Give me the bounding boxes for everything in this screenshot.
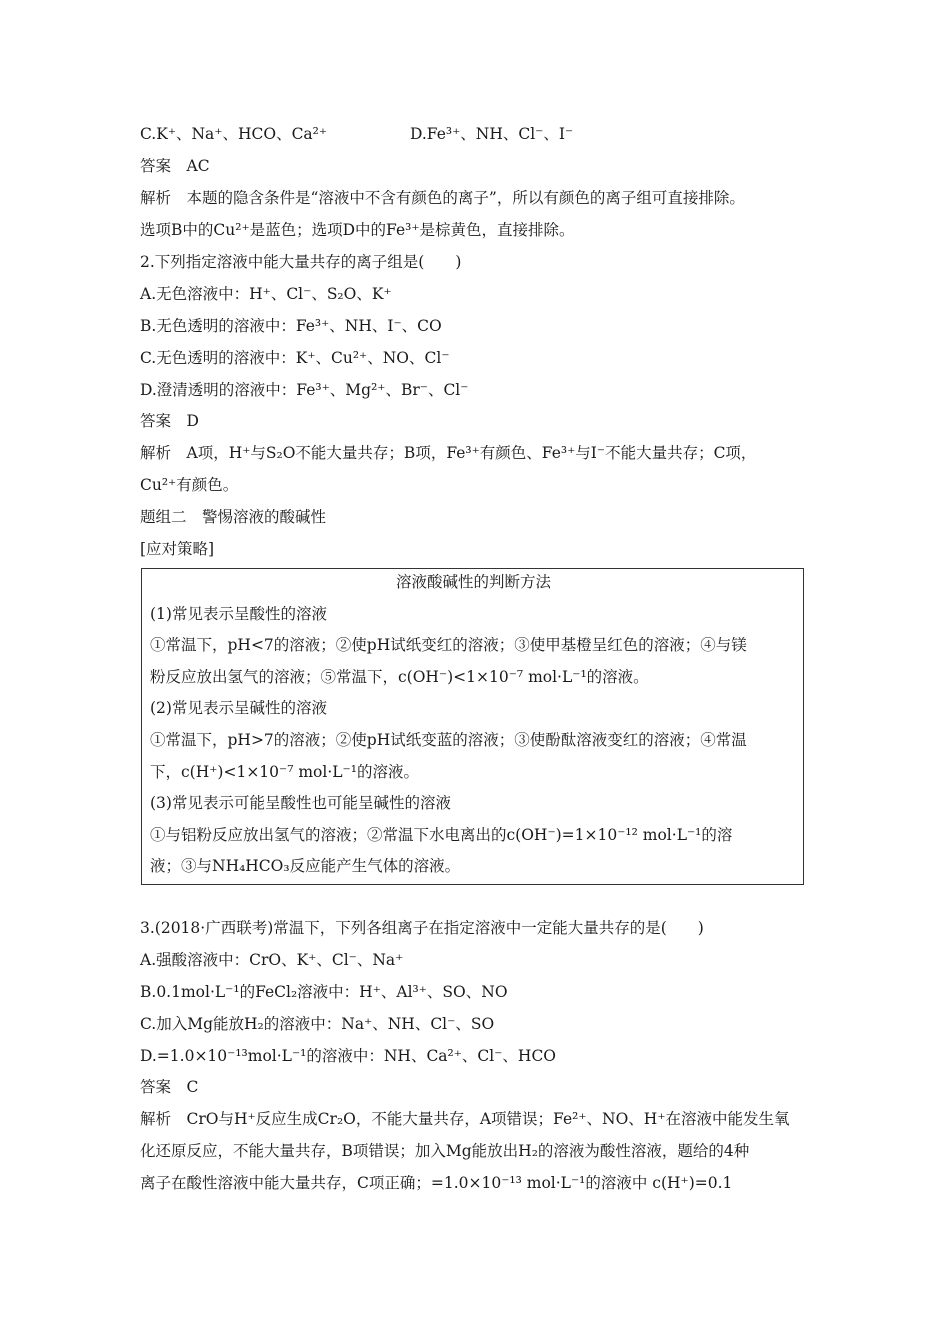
q1-option-c: C.K⁺、Na⁺、HCO、Ca²⁺	[140, 125, 328, 143]
q2-option-b: B.无色透明的溶液中：Fe³⁺、NH、I⁻、CO	[140, 317, 442, 335]
q2-answer: 答案 D	[140, 412, 199, 430]
q1-option-d: D.Fe³⁺、NH、Cl⁻、I⁻	[410, 125, 574, 143]
either-line2: 液；③与NH₄HCO₃反应能产生气体的溶液。	[150, 857, 461, 875]
q3-option-c: C.加入Mg能放H₂的溶液中：Na⁺、NH、Cl⁻、SO	[140, 1015, 495, 1033]
either-heading: (3)常见表示可能呈酸性也可能呈碱性的溶液	[150, 794, 451, 812]
method-box	[141, 568, 804, 885]
q3-option-b: B.0.1mol·L⁻¹的FeCl₂溶液中：H⁺、Al³⁺、SO、NO	[140, 983, 508, 1001]
basic-line2: 下，c(H⁺)<1×10⁻⁷ mol·L⁻¹的溶液。	[150, 763, 419, 781]
q2-option-d: D.澄清透明的溶液中：Fe³⁺、Mg²⁺、Br⁻、Cl⁻	[140, 381, 469, 399]
q1-explanation-line2: 选项B中的Cu²⁺是蓝色；选项D中的Fe³⁺是棕黄色，直接排除。	[140, 221, 575, 239]
acidic-line1: ①常温下，pH<7的溶液；②使pH试纸变红的溶液；③使甲基橙呈红色的溶液；④与镁	[150, 636, 747, 654]
q1-answer: 答案 AC	[140, 157, 210, 175]
q3-option-d: D.=1.0×10⁻¹³mol·L⁻¹的溶液中：NH、Ca²⁺、Cl⁻、HCO	[140, 1047, 557, 1065]
q2-option-c: C.无色透明的溶液中：K⁺、Cu²⁺、NO、Cl⁻	[140, 349, 450, 367]
q3-explanation-line2: 化还原反应，不能大量共存，B项错误；加入Mg能放出H₂的溶液为酸性溶液，题给的4种	[140, 1142, 750, 1160]
q3-option-a: A.强酸溶液中：CrO、K⁺、Cl⁻、Na⁺	[140, 951, 404, 969]
q2-explanation-line2: Cu²⁺有颜色。	[140, 476, 239, 494]
basic-heading: (2)常见表示呈碱性的溶液	[150, 699, 327, 717]
q2-stem: 2.下列指定溶液中能大量共存的离子组是( )	[140, 253, 462, 271]
strategy-label: [应对策略]	[140, 540, 215, 558]
q3-explanation-line3: 离子在酸性溶液中能大量共存，C项正确；=1.0×10⁻¹³ mol·L⁻¹的溶液中 c(H⁺)=0.1	[140, 1174, 733, 1192]
acidic-heading: (1)常见表示呈酸性的溶液	[150, 605, 327, 623]
q2-explanation-line1: 解析 A项，H⁺与S₂O不能大量共存；B项，Fe³⁺有颜色、Fe³⁺与I⁻不能大量共存；C项，	[140, 444, 757, 462]
q3-explanation-line1: 解析 CrO与H⁺反应生成Cr₂O，不能大量共存，A项错误；Fe²⁺、NO、H⁺在溶液中能发生氧	[140, 1110, 790, 1128]
either-line1: ①与铝粉反应放出氢气的溶液；②常温下水电离出的c(OH⁻)=1×10⁻¹² mol·L⁻¹的溶	[150, 826, 733, 844]
q3-answer: 答案 C	[140, 1078, 199, 1096]
q3-stem: 3.(2018·广西联考)常温下，下列各组离子在指定溶液中一定能大量共存的是( )	[140, 919, 704, 937]
acidic-line2: 粉反应放出氢气的溶液；⑤常温下，c(OH⁻)<1×10⁻⁷ mol·L⁻¹的溶液。	[150, 668, 649, 686]
q2-option-a: A.无色溶液中：H⁺、Cl⁻、S₂O、K⁺	[140, 285, 392, 303]
method-box-title: 溶液酸碱性的判断方法	[395, 573, 551, 591]
basic-line1: ①常温下，pH>7的溶液；②使pH试纸变蓝的溶液；③使酚酞溶液变红的溶液；④常温	[150, 731, 747, 749]
group2-heading: 题组二 警惕溶液的酸碱性	[140, 508, 327, 526]
q1-explanation-line1: 解析 本题的隐含条件是“溶液中不含有颜色的离子”，所以有颜色的离子组可直接排除。	[140, 189, 745, 207]
